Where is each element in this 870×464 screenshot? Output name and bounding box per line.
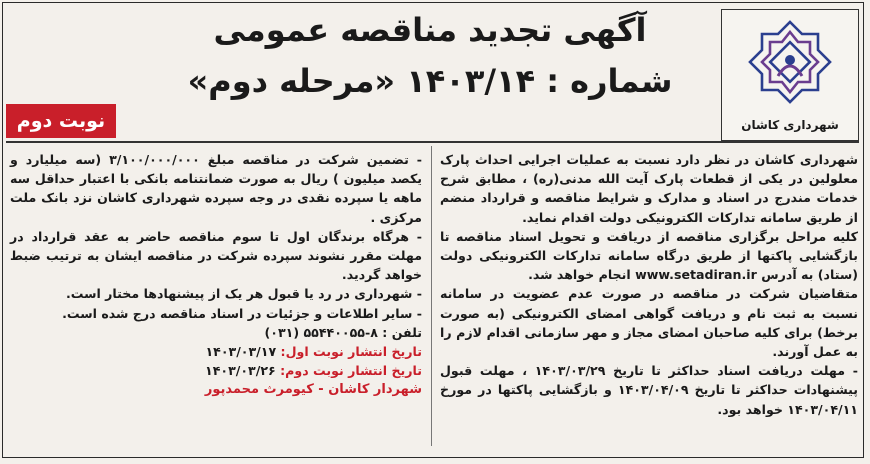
body-paragraph: - مهلت دریافت اسناد حداکثر تا تاریخ ۱۴۰۳/۰۳/۲۹ ، مهلت قبول پیشنهادات حداکثر تا تاریخ ۱۴۰۳/۰۴/۰۹ و بازگشایی پاکتها در مورخ ۱۴۰۳/۰۴/۱۱ خواهد بود. [440, 363, 858, 417]
body-right-column [440, 150, 858, 419]
kashan-municipality-emblem-icon [734, 16, 846, 108]
second-publication-date: ۱۴۰۳/۰۳/۲۶ [205, 363, 276, 379]
body-left-column [10, 150, 422, 400]
second-publication-label: تاریخ انتشار نوبت دوم: [280, 363, 422, 379]
first-publication-line [10, 342, 422, 361]
body-paragraph: - سایر اطلاعات و جزئیات در اسناد مناقصه درج شده است. [62, 305, 422, 321]
phone-line: تلفن : ۸-۵۵۴۴۰۰۵۵ (۰۳۱) [264, 324, 422, 340]
body-paragraph: - هرگاه برندگان اول تا سوم مناقصه حاضر به عقد قرارداد در مهلت مقرر نشوند سپرده شرکت در مناقصه ایشان به ترتیب ضبط خواهد گردید. [10, 228, 422, 283]
signature: شهردار کاشان - کیومرث محمدپور [204, 382, 422, 398]
column-divider [431, 146, 432, 446]
second-publication-line [10, 361, 422, 380]
header-divider [6, 141, 859, 143]
body-paragraph: شهرداری کاشان در نظر دارد نسبت به عملیات اجرایی احداث پارک معلولین در یکی از قطعات پارک آیت الله مدنی(ره) ، مطابق شرح خدمات مندرج در اسناد و مدارک و شرایط مناقصه و قرارداد منضم از طریق سامانه تدارکات الکترونیکی دولت اقدام نماید. [440, 152, 858, 225]
logo-box [721, 9, 859, 141]
body-paragraph: کلیه مراحل برگزاری مناقصه از دریافت و تحویل اسناد مناقصه تا بازگشایی پاکتها از طریق درگاه سامانه تدارکات الکترونیکی دولت (ستاد) به آدرس www.setadiran.ir انجام خواهد شد. [440, 228, 858, 283]
notice-title: آگهی تجدید مناقصه عمومی [213, 11, 647, 49]
first-publication-label: تاریخ انتشار نوبت اول: [280, 344, 422, 360]
round-badge: نوبت دوم [6, 104, 116, 138]
notice-number: شماره : ۱۴۰۳/۱۴ «مرحله دوم» [187, 62, 673, 100]
logo-caption: شهرداری کاشان [741, 118, 839, 132]
first-publication-date: ۱۴۰۳/۰۳/۱۷ [205, 344, 277, 360]
body-paragraph: متقاضیان شرکت در مناقصه در صورت عدم عضویت در سامانه نسبت به ثبت نام و دریافت گواهی امضای الکترونیکی (به صورت برخط) برای کلیه صاحبان امضای مجاز و مهر سازمانی اقدام لازم را به عمل آورند. [440, 286, 858, 360]
body-paragraph: - شهرداری در رد یا قبول هر یک از پیشنهادها مختار است. [65, 286, 422, 302]
body-paragraph: - تضمین شرکت در مناقصه مبلغ ۳/۱۰۰/۰۰۰/۰۰۰ (سه میلیارد و یکصد میلیون ) ریال به صورت ضمانتنامه بانکی با اعتبار حداقل سه ماهه یا سپرده نقدی در وجه سپرده شهرداری کاشان نزد بانک ملت مرکزی . [10, 152, 422, 225]
